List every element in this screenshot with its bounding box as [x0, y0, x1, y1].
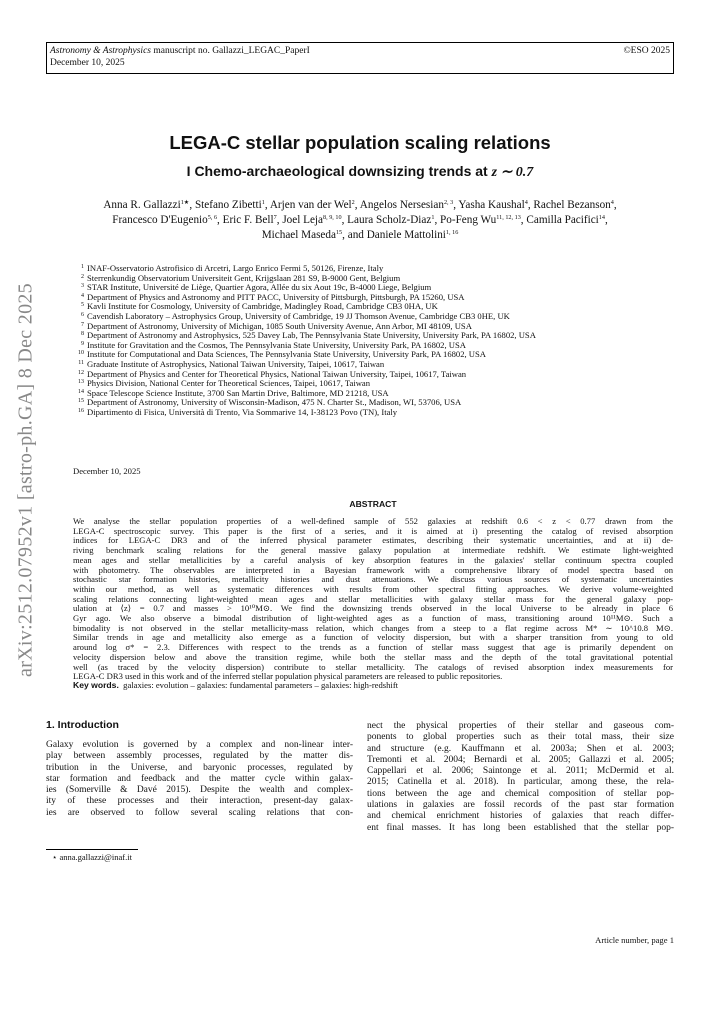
keywords-text: galaxies: evolution – galaxies: fundamental parameters – galaxies: high-redshift: [123, 680, 399, 690]
affiliation-number: 13: [78, 379, 84, 386]
affiliation-text: Institute for Gravitation and the Cosmos, The Pennsylvania State University, University Park, PA 16802, USA: [87, 339, 466, 350]
abstract-heading: ABSTRACT: [349, 499, 397, 509]
affiliation-text: INAF-Osservatorio Astrofisico di Arcetri, Largo Enrico Fermi 5, 50126, Firenze, Italy: [87, 263, 384, 273]
intro-line: nect the physical properties of their stellar and gaseous com-: [367, 721, 674, 731]
affiliation-number: 14: [78, 388, 84, 395]
author-name: Po-Feng Wu: [440, 214, 497, 226]
abstract-body: [73, 517, 673, 682]
abstract-line: Gyr ago. We also observe a bimodal distribution of light-weighted ages as a function of mass, transitioning around 10¹¹M⊙. Such a: [73, 613, 673, 624]
affiliation-number: 5: [81, 302, 84, 309]
affiliation-number: 7: [81, 321, 84, 328]
manuscript-id: manuscript no. Gallazzi_LEGAC_PaperI: [153, 46, 310, 56]
intro-line: ent final masses. It has long been established that the stellar pop-: [367, 822, 674, 833]
author-name: Michael Maseda: [261, 229, 336, 241]
manuscript-header-box: [46, 42, 674, 74]
affiliation-number: 15: [78, 398, 84, 405]
abstract-line: LEGA-C spectroscopic survey. This paper is the first of a series, and it is aimed at i) presenting the catalog of revised absorption: [73, 525, 673, 536]
affiliation-list: [73, 264, 673, 418]
abstract-line: stochastic star formation histories, metallicity histories and dust attenuations. We discuss various sources of systematic uncertainties: [73, 574, 673, 585]
affiliation-text: Dipartimento di Fisica, Università di Trento, Via Sommarive 14, I-38123 Povo (TN), Italy: [87, 406, 398, 417]
authors-conjunction: and: [347, 229, 364, 241]
affiliation-number: 16: [78, 407, 84, 414]
abstract-line: with photometry. The observables are interpreted in a Bayesian framework with a comprehensive library of model spectra based on: [73, 564, 673, 575]
author-affiliation-mark: 1: [431, 214, 435, 221]
affiliation-number: 3: [81, 283, 84, 290]
section-heading: 1. Introduction: [46, 719, 119, 731]
abstract-line: bimodality is not observed in the stellar metallicity-mass relation, which changes from a steep to a flat regime across M* ∼ 10^10.8 M⊙.: [73, 622, 673, 633]
header-date: December 10, 2025: [50, 58, 125, 68]
abstract-line: velocity dispersion below and above the transition regime, while both the stellar mass and the depth of the total gravitational potential: [73, 651, 673, 662]
received-date: December 10, 2025: [73, 466, 141, 476]
abstract-line: We analyse the stellar population properties of a well-defined sample of 552 galaxies at redshift 0.6 < z < 0.77 drawn from the: [73, 516, 673, 526]
abstract-line: within our method, as well as systematic differences with results from other spectral fitting approaches. We derive volume-weighted: [73, 583, 673, 594]
intro-line: ulations in galaxies are fossil records of the past star formation: [367, 800, 674, 811]
author-name: Yasha Kaushal: [458, 199, 525, 211]
abstract-line: mean ages and stellar metallicities by a careful analysis of key absorption features in the galaxies' stellar continuum spectra coupled: [73, 554, 673, 565]
author-affiliation-mark: 1★: [180, 199, 190, 206]
intro-line: ity of these processes and their interaction, present-day galax-: [46, 796, 353, 807]
intro-line: tribution in the Universe, and baryonic processes, regulated by: [46, 762, 353, 773]
paper-subtitle: [46, 163, 674, 181]
affiliation-number: 8: [81, 331, 84, 338]
author-name: Anna R. Gallazzi: [103, 199, 181, 211]
affiliation-text: Department of Physics and Center for Theoretical Physics, National Taiwan University, Taipei, 10617, Taiwan: [87, 368, 467, 379]
intro-line: Tremonti et al. 2004; Bernardi et al. 2005; Gallazzi et al. 2005;: [367, 754, 674, 765]
affiliation-number: 6: [81, 311, 84, 318]
author-affiliation-mark: 4: [610, 199, 614, 206]
affiliation-number: 11: [78, 359, 84, 366]
affiliation-number: 12: [78, 369, 84, 376]
author-name: Rachel Bezanson: [533, 199, 611, 211]
affiliation-item: [73, 408, 673, 418]
page-footer: Article number, page 1: [595, 935, 674, 945]
affiliation-text: Department of Astronomy, University of Michigan, 1085 South University Avenue, Ann Arbor, MI 48109, USA: [87, 320, 472, 331]
author-affiliation-mark: 1: [261, 199, 265, 206]
footnote: ⋆ anna.gallazzi@inaf.it: [52, 852, 132, 862]
affiliation-number: 4: [81, 292, 84, 299]
author-name: Joel Leja: [282, 214, 324, 226]
author-affiliation-mark: 8, 9, 10: [323, 214, 342, 221]
intro-line: and chemical enrichment histories of galaxies that reach differ-: [367, 811, 674, 822]
paper-title: LEGA-C stellar population scaling relations: [169, 132, 551, 153]
intro-line: ies (Somerville & Davé 2015). Despite the wealth and complex-: [46, 785, 353, 796]
subtitle-text: I Chemo-archaeological downsizing trends at: [186, 163, 488, 179]
affiliation-number: 2: [81, 273, 84, 280]
abstract-line: well (as traced by the velocity dispersion) contribute to stellar metallicity. The catalogs of revised absorption index measurements for: [73, 661, 673, 672]
author-name: Arjen van der Wel: [269, 199, 352, 211]
author-affiliation-mark: 2: [351, 199, 355, 206]
footnote-rule: [46, 849, 138, 850]
abstract-line: ulation at ⟨z⟩ = 0.7 and masses > 10¹⁰M⊙. We find the downsizing trends observed in the local Universe to be already in place 6: [73, 603, 673, 614]
author-name: Angelos Nersesian: [359, 199, 444, 211]
copyright: ©ESO 2025: [623, 46, 670, 56]
affiliation-number: 9: [81, 340, 84, 347]
affiliation-number: 10: [78, 350, 84, 357]
subtitle-redshift: z ∼ 0.7: [491, 165, 534, 180]
intro-left-column: [46, 740, 353, 819]
intro-line: 2015; Catinella et al. 2018). In particular, among these, the rela-: [367, 777, 674, 788]
author-affiliation-mark: 15: [335, 229, 343, 236]
keywords: [73, 680, 398, 690]
intro-line: Galaxy evolution is governed by a complex and non-linear inter-: [46, 740, 353, 750]
author-affiliation-mark: 14: [598, 214, 605, 221]
intro-right-column: [367, 721, 674, 834]
keywords-label: Key words.: [73, 680, 119, 690]
author-affiliation-mark: 1, 16: [445, 229, 459, 236]
author-name: Daniele Mattolini: [366, 229, 446, 241]
author-name: Eric F. Bell: [222, 214, 274, 226]
abstract-line: Similar trends in age and metallicity also emerge as a function of velocity dispersion, but with a sharper transition from young to old: [73, 632, 673, 643]
author-affiliation-mark: 4: [524, 199, 528, 206]
author-affiliation-mark: 5, 6: [207, 214, 218, 221]
author-affiliation-mark: 7: [273, 214, 277, 221]
intro-line: star formation and feedback and the matter cycle within galax-: [46, 773, 353, 784]
journal-name: Astronomy & Astrophysics: [50, 46, 151, 56]
affiliation-text: STAR Institute, Université de Liège, Quartier Agora, Allée du six Aout 19c, B-4000 Liege, Belgium: [87, 282, 432, 293]
affiliation-text: Department of Astronomy and Astrophysics, 525 Davey Lab, The Pennsylvania State University, University Park, PA 16802, USA: [87, 330, 536, 341]
abstract-line: riving benchmark scaling relations for the general massive galaxy population at intermediate redshift. We estimate light-weighted: [73, 545, 673, 556]
arxiv-stamp-text: arXiv:2512.07952v1 [astro-ph.GA] 8 Dec 2025: [14, 283, 37, 677]
intro-line: ies are observed to follow several scaling relations that con-: [46, 807, 353, 818]
abstract-line: scaling relations connecting light-weighted mean ages and stellar metallicities with galaxy stellar mass for the general galaxy pop-: [73, 593, 673, 604]
author-name: Stefano Zibetti: [194, 199, 262, 211]
author-affiliation-mark: 11, 12, 13: [496, 214, 521, 221]
affiliation-text: Sterrenkundig Observatorium Universiteit Gent, Krijgslaan 281 S9, B-9000 Gent, Belgium: [87, 272, 401, 283]
intro-line: tions between the age and chemical composition of stellar pop-: [367, 788, 674, 799]
affiliation-text: Kavli Institute for Cosmology, University of Cambridge, Madingley Road, Cambridge CB3 0HA, UK: [87, 301, 438, 312]
abstract-line: LEGA-C DR3 used in this work and of the inferred stellar population physical parameters are released to public repositories.: [73, 671, 503, 682]
intro-line: and structure (e.g. Kauffmann et al. 2003a; Shen et al. 2003;: [367, 743, 674, 754]
affiliation-text: Institute for Computational and Data Sciences, The Pennsylvania State University, University Park, PA 16802, USA: [87, 349, 486, 360]
affiliation-number: 1: [81, 264, 84, 270]
author-name: Francesco D'Eugenio: [112, 214, 208, 226]
affiliation-text: Space Telescope Science Institute, 3700 San Martin Drive, Baltimore, MD 21218, USA: [87, 387, 389, 398]
intro-line: Cappellari et al. 2006; Saintonge et al. 2011; McDermid et al.: [367, 766, 674, 777]
author-name: Laura Scholz-Diaz: [347, 214, 432, 226]
affiliation-text: Department of Astronomy, University of Wisconsin-Madison, 475 N. Charter St., Madison, WI, 53706, USA: [87, 397, 462, 408]
intro-line: play between assembly processes, regulated by the matter dis-: [46, 751, 353, 762]
affiliation-text: Cavendish Laboratory – Astrophysics Group, University of Cambridge, 19 JJ Thomson Avenue, Cambridge CB3 0HE, UK: [87, 310, 510, 321]
affiliation-text: Graduate Institute of Astrophysics, National Taiwan University, Taipei, 10617, Taiwan: [87, 358, 385, 369]
affiliation-text: Department of Physics and Astronomy and PITT PACC, University of Pittsburgh, Pittsburgh, PA 15260, USA: [87, 291, 465, 302]
arxiv-stamp: [8, 270, 44, 690]
affiliation-text: Physics Division, National Center for Theoretical Sciences, Taipei, 10617, Taiwan: [87, 378, 371, 389]
author-name: Camilla Pacifici: [526, 214, 599, 226]
abstract-line: around log σ* = 2.3. Differences with respect to the trends as a function of stellar mass suggest that age is primarily dependent on: [73, 642, 673, 653]
author-affiliation-mark: 2, 3: [443, 199, 454, 206]
author-list: Anna R. Gallazzi$^{1★}$, Stefano Zibetti$^1$, Arjen van der Wel$^2$, Angelos Nersesian$^{2, 3}$, Yasha Kaushal$^4$, Rachel Bezanson$^4$, Francesco D'Eugenio$^{5, 6}$, Eric F. Bell$^7$, Joel Leja$^{8, 9, 10}$, Laura Scholz-Diaz$^1$, Po-Feng Wu$^{11, 12, 13}$, Camilla Pacifici$^{14}$, Michael Maseda$^{15}$, and Daniele Mattolini$^{1, 16}$: [103, 199, 617, 241]
intro-line: ponents to global properties such as their total mass, their size: [367, 732, 674, 743]
abstract-line: indices for LEGA-C DR3 and of the inferred physical parameter estimates, describing their systematic uncertainties, and at ii) de-: [73, 535, 673, 546]
